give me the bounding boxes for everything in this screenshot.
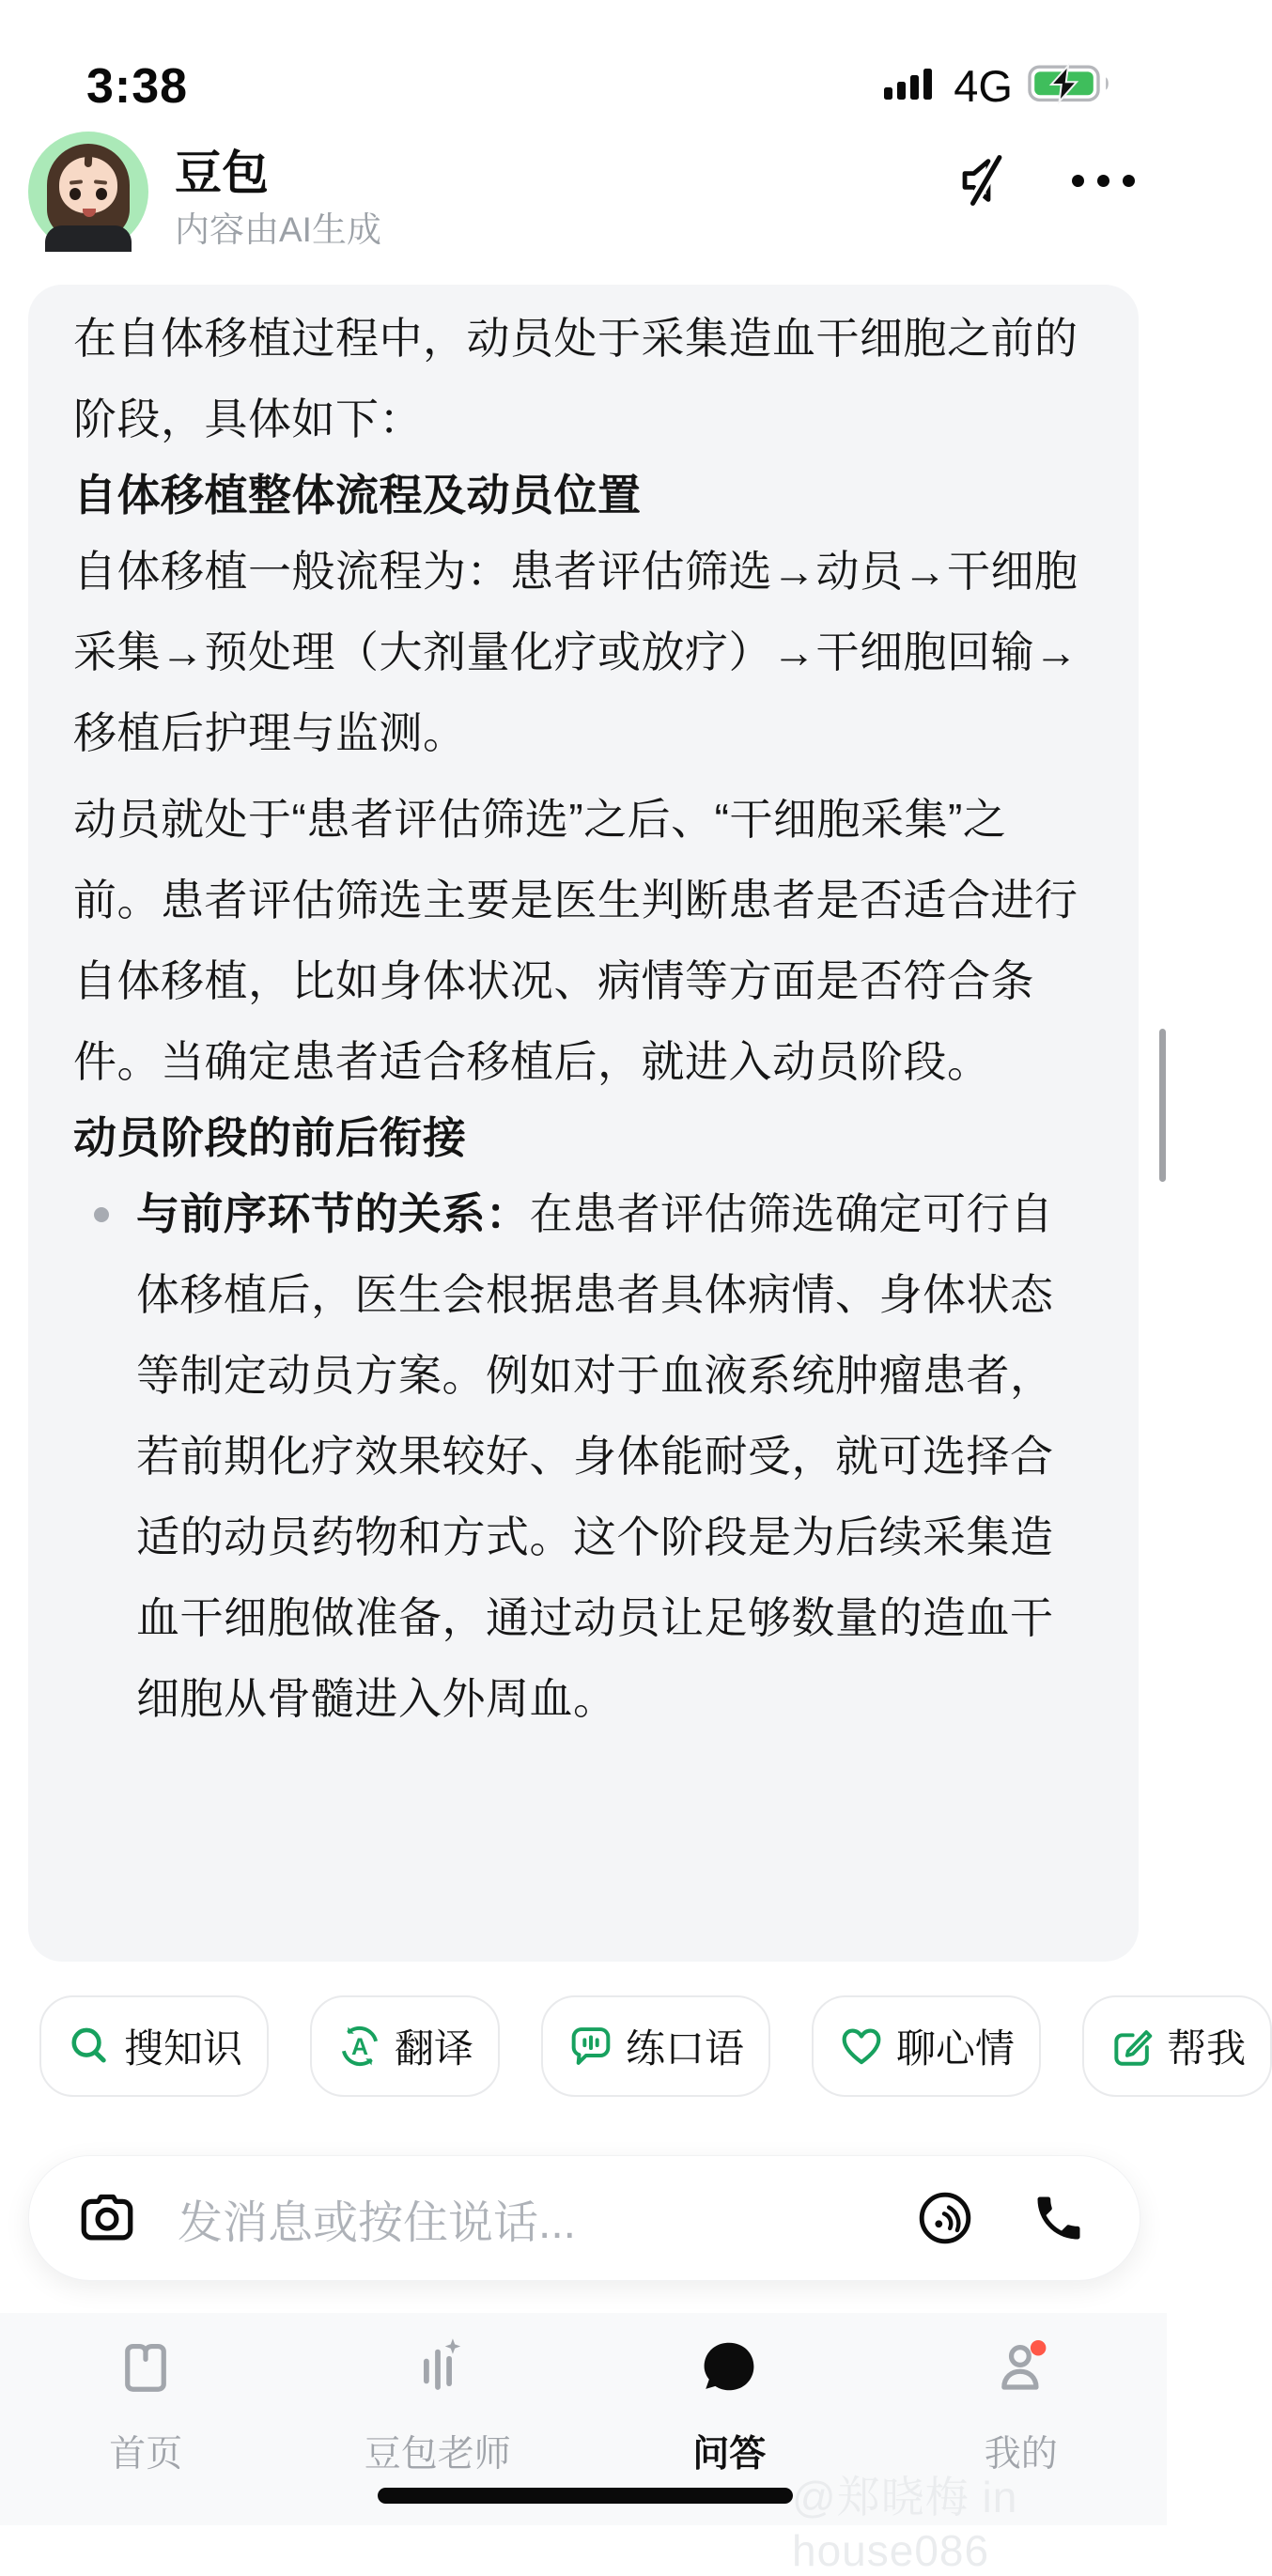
chip-practice-speaking[interactable]: 练口语 — [541, 1995, 770, 2097]
suggestion-chips-row — [39, 1995, 1272, 2093]
home-indicator[interactable] — [378, 2488, 793, 2504]
book-icon — [115, 2335, 177, 2402]
chip-search-knowledge[interactable]: 搜知识 — [39, 1995, 269, 2097]
scrollbar-thumb[interactable] — [1159, 1029, 1166, 1182]
chat-bubble-icon — [698, 2335, 760, 2402]
translate-icon — [336, 2023, 383, 2070]
compose-icon — [1109, 2023, 1156, 2070]
search-icon — [66, 2023, 113, 2070]
tab-doubao-teacher[interactable]: 豆包老师 — [292, 2335, 584, 2477]
chat-header — [0, 130, 1167, 261]
notification-badge — [1031, 2340, 1047, 2356]
paragraph-mobilization-position: 动员就处于“患者评估筛选”之后、“干细胞采集”之前。患者评估筛选主要是医生判断患者是否适合进行自体移植，比如身体状况、病情等方面是否符合条件。当确定患者适合移植后，就进入动员阶段。 — [73, 795, 1078, 1086]
speaker-muted-icon[interactable] — [951, 147, 1018, 214]
voice-wave-icon[interactable] — [916, 2189, 974, 2247]
network-type-label: 4G — [954, 61, 1013, 111]
watermark-text: @郑晓梅 in house086 — [792, 2473, 1018, 2575]
svg-text:A: A — [350, 2033, 369, 2060]
ai-generated-disclaimer: 内容由AI生成 — [175, 210, 381, 249]
chip-translate[interactable]: A 翻译 — [310, 1995, 500, 2097]
person-icon — [990, 2335, 1052, 2402]
assistant-message-card — [28, 285, 1139, 1962]
bottom-tab-bar — [0, 2335, 1167, 2477]
assistant-avatar[interactable] — [28, 132, 148, 252]
camera-icon[interactable] — [76, 2187, 138, 2249]
tab-home[interactable]: 首页 — [0, 2335, 292, 2477]
ellipsis-icon — [1072, 175, 1084, 187]
battery-charging-icon — [1028, 64, 1110, 108]
section-title-linkage: 动员阶段的前后衔接 — [73, 1113, 467, 1162]
chip-chat-mood[interactable]: 聊心情 — [812, 1995, 1041, 2097]
bullet-item — [73, 1173, 1094, 1739]
tab-profile[interactable]: 我的 — [876, 2335, 1168, 2477]
tab-qa[interactable]: 问答 — [583, 2335, 876, 2477]
status-bar — [0, 54, 1167, 120]
heart-icon — [838, 2023, 885, 2070]
speech-bubble-wave-icon — [567, 2023, 614, 2070]
assistant-name: 豆包 — [175, 147, 269, 199]
bullet-text: 与前序环节的关系：在患者评估筛选确定可行自体移植后，医生会根据患者具体病情、身体状态等制定动员方案。例如对于血液系统肿瘤患者，若前期化疗效果较好、身体能耐受，就可选择合适的动员药物和方式。这个阶段是为后续采集造血干细胞做准备，通过动员让足够数量的造血干细胞从骨髓进入外周血。 — [136, 1189, 1054, 1723]
chip-help-me[interactable]: 帮我 — [1082, 1995, 1272, 2097]
section-title-process: 自体移植整体流程及动员位置 — [73, 471, 642, 520]
paragraph-process-flow: 自体移植一般流程为：患者评估筛选→动员→干细胞采集→预处理（大剂量化疗或放疗）→干细胞回输→移植后护理与监测。 — [73, 547, 1078, 757]
phone-icon[interactable] — [1031, 2190, 1087, 2246]
message-input-bar[interactable] — [28, 2155, 1140, 2281]
bars-sparkle-icon — [407, 2335, 469, 2402]
clock: 3:38 — [86, 59, 189, 114]
message-input-placeholder[interactable]: 发消息或按住说话... — [178, 2197, 577, 2248]
bullet-dot-icon — [94, 1207, 109, 1222]
more-options-button[interactable] — [1072, 169, 1135, 192]
message-intro: 在自体移植过程中，动员处于采集造血干细胞之前的阶段，具体如下： — [73, 314, 1078, 443]
signal-strength-icon — [884, 67, 938, 105]
